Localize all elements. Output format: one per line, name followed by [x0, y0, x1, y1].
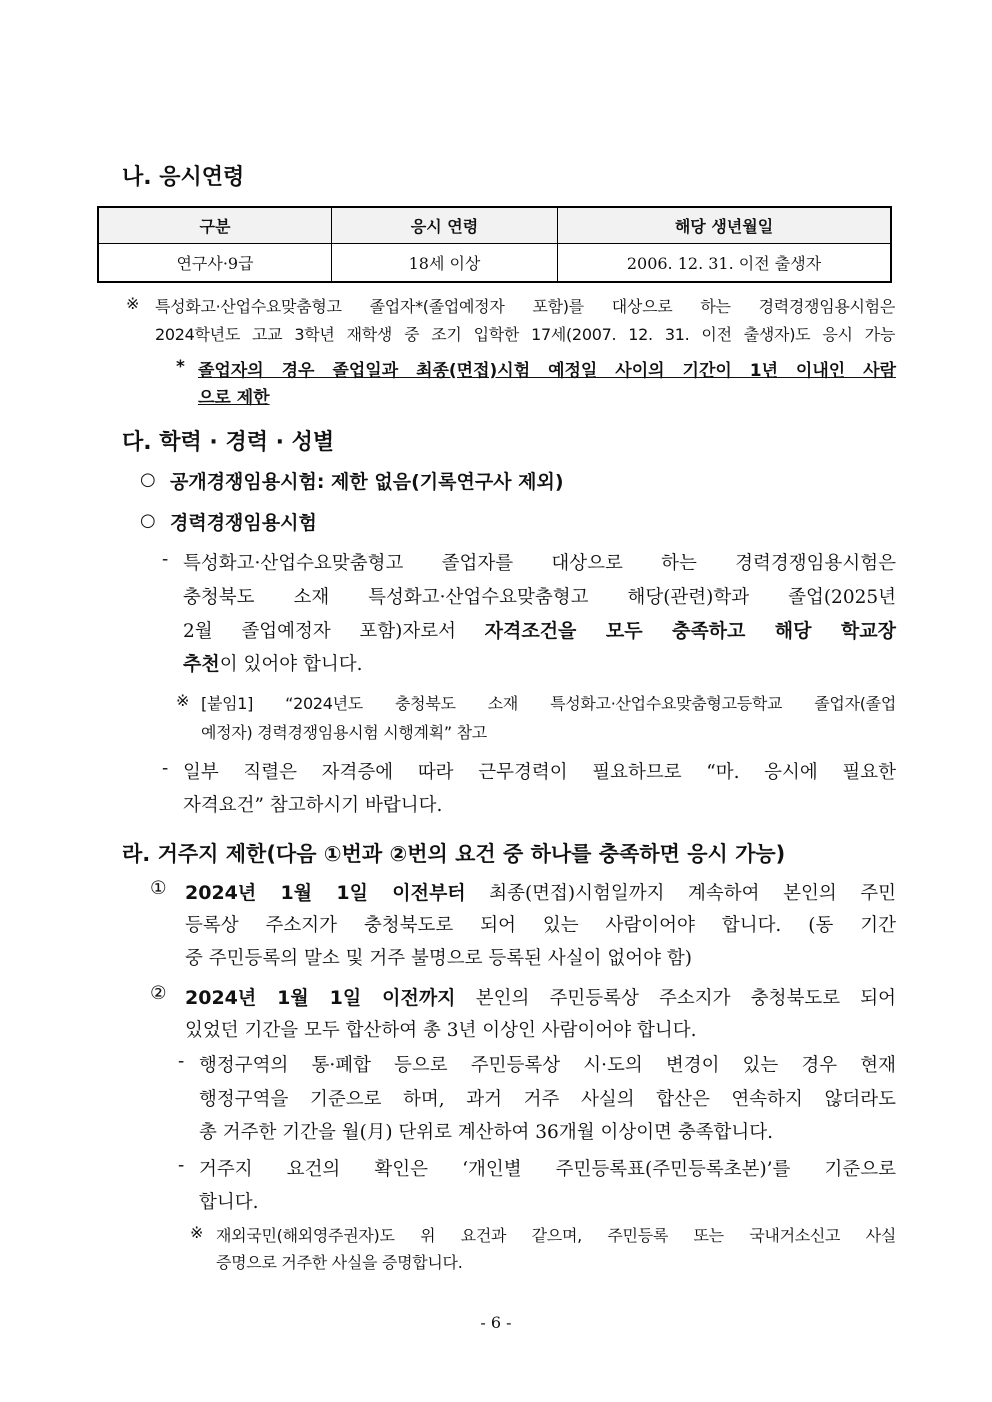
career-exam-text-part: 2월 졸업예정자 포함)자로서: [183, 621, 485, 642]
dash-mark: -: [178, 1155, 185, 1176]
age-table: [97, 206, 892, 283]
career-exam-text: [183, 616, 896, 643]
residence-item-1-emphasis: 2024년 1월 1일 이전부터: [185, 882, 466, 904]
certificate-note: 일부 직렬은 자격증에 따라 근무경력이 필요하므로 “마. 응시에 필요한: [183, 762, 896, 783]
attachment-reference: [붙임1] “2024년도 충청북도 소재 특성화고·산업수요맞춤형고등학교 졸업자(졸업: [201, 694, 896, 713]
residence-item-2-text: 본인의 주민등록상 주소지가 충청북도로 되어: [455, 988, 896, 1009]
bullet-mark: ○: [140, 510, 156, 531]
residence-verification-note: 거주지 요건의 확인은 ‘개인별 주민등록표(주민등록초본)’를 기준으로: [199, 1159, 896, 1180]
dash-mark: -: [162, 549, 169, 570]
certificate-note: 자격요건” 참고하시기 바랍니다.: [183, 795, 443, 816]
table-cell: 2006. 12. 31. 이전 출생자: [558, 244, 892, 283]
career-exam-label: 경력경쟁임용시험: [170, 512, 317, 534]
career-exam-text: 특성화고·산업수요맞춤형고 졸업자를 대상으로 하는 경력경쟁임용시험은: [183, 553, 896, 574]
section-title-education: 다. 학력 · 경력 · 성별: [122, 430, 335, 455]
dash-mark: -: [178, 1051, 185, 1072]
residence-item-1-text: 최종(면접)시험일까지 계속하여 본인의 주민: [465, 883, 896, 904]
admin-district-note: 행정구역의 통·폐합 등으로 주민등록상 시·도의 변경이 있는 경우 현재: [199, 1055, 896, 1076]
ref-mark: ※: [190, 1223, 204, 1242]
overseas-national-note: 증명으로 거주한 사실을 증명합니다.: [216, 1253, 463, 1272]
table-header: 구분: [98, 207, 332, 244]
graduate-limit-note: 졸업자의 경우 졸업일과 최종(면접)시험 예정일 사이의 기간이 1년 이내인 사람: [198, 361, 896, 381]
table-row: [98, 244, 891, 283]
admin-district-note: 행정구역을 기준으로 하며, 과거 거주 사실의 합산은 연속하지 않더라도: [199, 1089, 896, 1110]
table-header-row: [98, 207, 891, 244]
note-text: 2024학년도 고교 3학년 재학생 중 조기 입학한 17세(2007. 12. 31. 이전 출생자)도 응시 가능: [155, 325, 895, 344]
item-number: ②: [150, 983, 167, 1004]
page-number: - 6 -: [480, 1313, 512, 1332]
residence-verification-note: 합니다.: [199, 1192, 259, 1213]
open-exam-rule: : 제한 없음(기록연구사 제외): [316, 471, 564, 493]
residence-item-2-emphasis: 2024년 1월 1일 이전까지: [185, 987, 456, 1009]
career-exam-emphasis: 추천: [183, 653, 220, 675]
asterisk-mark: *: [176, 357, 185, 377]
residence-item-2: [185, 983, 896, 1010]
residence-item-1-text: 등록상 주소지가 충청북도로 되어 있는 사람이어야 합니다. (동 기간: [185, 915, 896, 936]
career-exam-text: 충청북도 소재 특성화고·산업수요맞춤형고 해당(관련)학과 졸업(2025년: [183, 587, 896, 608]
career-exam-text-part: 이 있어야 합니다.: [219, 654, 363, 675]
section-title-residence: 라. 거주지 제한(다음 ①번과 ②번의 요건 중 하나를 충족하면 응시 가능): [122, 842, 786, 866]
item-number: ①: [150, 878, 167, 899]
dash-mark: -: [162, 758, 169, 779]
table-header: 해당 생년월일: [558, 207, 892, 244]
residence-item-1-text: 중 주민등록의 말소 및 거주 불명으로 등록된 사실이 없어야 함): [185, 948, 692, 969]
career-exam-emphasis: 자격조건을 모두 충족하고 해당 학교장: [484, 620, 896, 642]
open-exam-label: 공개경쟁임용시험: [170, 471, 317, 493]
career-exam-text: [183, 649, 362, 676]
section-title-age: 나. 응시연령: [122, 165, 245, 190]
graduate-limit-note: 으로 제한: [198, 388, 270, 408]
note-text: 특성화고·산업수요맞춤형고 졸업자*(졸업예정자 포함)를 대상으로 하는 경력경쟁임용시험은: [155, 297, 895, 316]
open-exam-line: [170, 467, 564, 494]
table-header: 응시 연령: [332, 207, 558, 244]
bullet-mark: ○: [140, 469, 156, 490]
table-cell: 18세 이상: [332, 244, 558, 283]
residence-item-2-text: 있었던 기간을 모두 합산하여 총 3년 이상인 사람이어야 합니다.: [185, 1020, 697, 1041]
residence-item-1: [185, 878, 896, 905]
note-mark: ※: [126, 294, 140, 313]
table-cell: 연구사·9급: [98, 244, 332, 283]
attachment-reference: 예정자) 경력경쟁임용시험 시행계획” 참고: [201, 723, 487, 742]
ref-mark: ※: [176, 691, 190, 710]
admin-district-note: 총 거주한 기간을 월(月) 단위로 계산하여 36개월 이상이면 충족합니다.: [199, 1122, 774, 1143]
overseas-national-note: 재외국민(해외영주권자)도 위 요건과 같으며, 주민등록 또는 국내거소신고 사실: [216, 1226, 896, 1245]
